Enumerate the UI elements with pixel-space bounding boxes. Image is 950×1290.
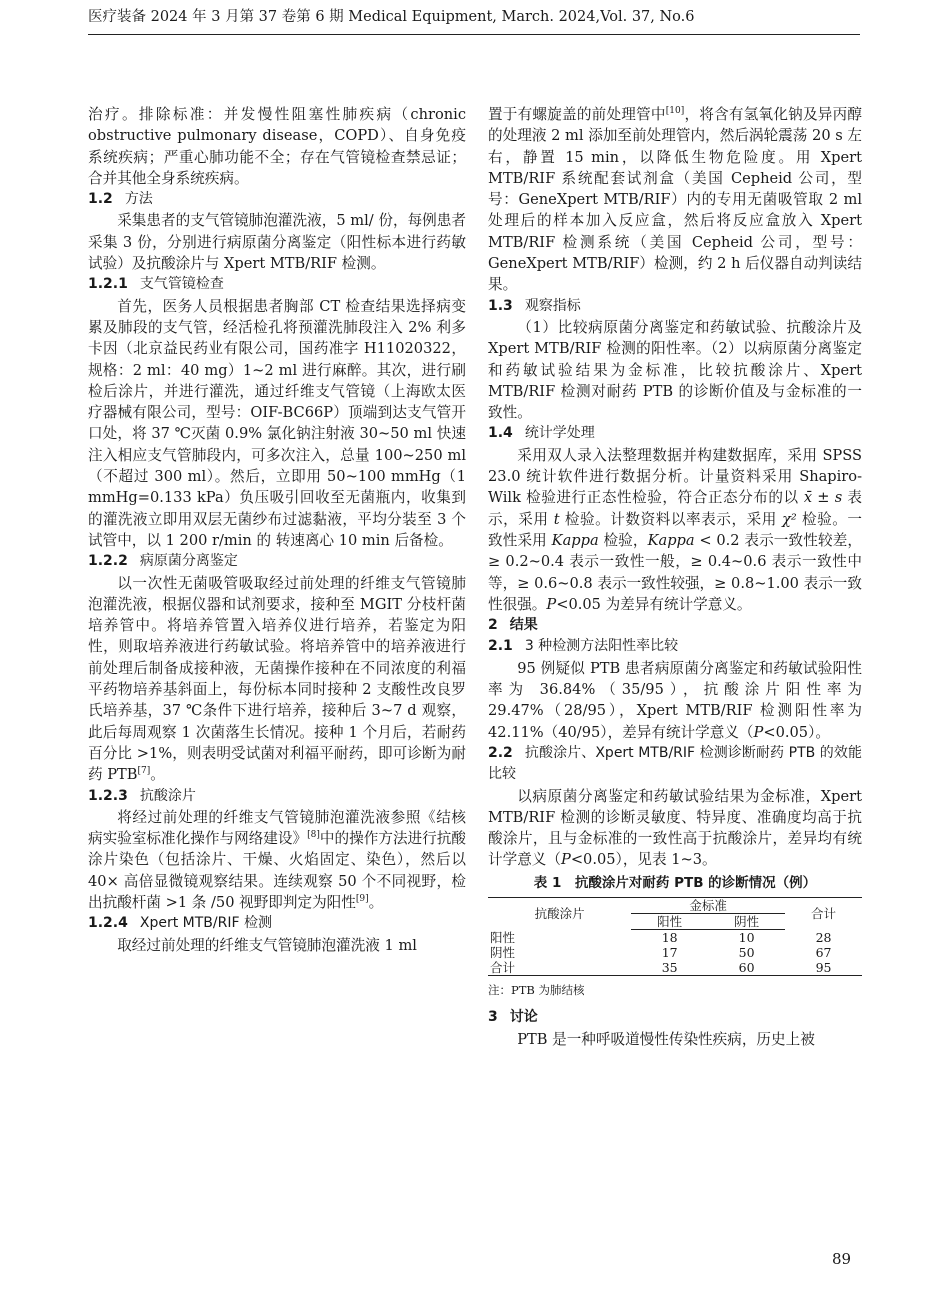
right-column bbox=[488, 104, 862, 1050]
citation: [8] bbox=[307, 830, 320, 841]
table-row: 阳性 18 10 28 bbox=[490, 929, 832, 945]
section-heading-1-2-3: 1.2.3 抗酸涂片 bbox=[88, 787, 196, 804]
section-heading-1-4: 1.4 统计学处理 bbox=[488, 425, 595, 442]
running-head: 医疗装备 2024 年 3 月第 37 卷第 6 期 Medical Equipment, March. 2024,Vol. 37, No.6 bbox=[88, 9, 695, 25]
paragraph-method: 采集患者的支气管镜肺泡灌洗液，5 ml/ 份，每例患者采集 3 份，分别进行病原菌分离鉴定（阳性标本进行药敏试验）及抗酸涂片与 Xpert MTB/RIF 检测。 bbox=[88, 212, 466, 273]
paragraph-exclusion-criteria: 治疗。排除标准：并发慢性阻塞性肺疾病（chronic obstructive pulmonary disease，COPD）、自身免疫系统疾病；严重心肺功能不全；存在气管镜检查禁忌证；合并其他全身系统疾病。 bbox=[88, 106, 466, 187]
section-heading-1-2-2: 1.2.2 病原菌分离鉴定 bbox=[88, 553, 238, 570]
section-heading-1-2: 1.2 方法 bbox=[88, 191, 153, 208]
paragraph-indicators: （1）比较病原菌分离鉴定和药敏试验、抗酸涂片及 Xpert MTB/RIF 检测的阳性率。（2）以病原菌分离鉴定和药敏试验结果为金标准，比较抗酸涂片、Xpert MTB/RIF 检测对耐药 PTB 的诊断价值及与金标准的一致性。 bbox=[488, 318, 862, 422]
section-heading-1-2-4: 1.2.4 Xpert MTB/RIF 检测 bbox=[88, 915, 272, 932]
citation: [7] bbox=[137, 766, 151, 777]
paragraph-smear: 将经过前处理的纤维支气管镜肺泡灌洗液参照《结核病实验室标准化操作与网络建设》[8]中的操作方法进行抗酸涂片染色（包括涂片、干燥、火焰固定、染色），然后以 40× 高倍显微镜观察结果。连续观察 50 个不同视野，检出抗酸杆菌 >1 条 /50 视野即判定为阳性[9]。 bbox=[88, 808, 466, 911]
paragraph-statistics: 采用双人录入法整理数据并构建数据库，采用 SPSS 23.0 统计软件进行数据分析。计量资料采用 Shapiro-Wilk 检验进行正态性检验，符合正态分布的以 x̄ ± s 表示，采用 t 检验。计数资料以率表示，采用 χ² 检验。一致性采用 Kappa 检验，Kappa < 0.2 表示一致性较差，≥ 0.2~0.4 表示一致性一般，≥ 0.4~0.6 表示一致性中等，≥ 0.6~0.8 表示一致性较强，≥ 0.8~1.00 表示一致性很强。P<0.05 为差异有统计学意义。 bbox=[488, 446, 863, 613]
table-col-positive: 阳性 bbox=[631, 913, 708, 929]
paragraph-bronchoscopy: 首先，医务人员根据患者胸部 CT 检查结果选择病变累及肺段的支气管，经活检孔将预灌洗肺段注入 2% 利多卡因（北京益民药业有限公司，国药准字 H11020322，规格：2 ml：40 mg）1~2 ml 进行麻醉。其次，进行刷检后涂片，并进行灌洗，通过纤维支气管镜（上海欧太医疗器械有限公司，型号：OIF-BC66P）顶端到达支气管开口处，将 37 ℃灭菌 0.9% 氯化钠注射液 30~50 ml 快速注入相应支气管肺段内，可多次注入，总量 100~250 ml（不超过 300 ml）。然后，立即用 50~100 mmHg（1 mmHg=0.133 kPa）负压吸引回收至无菌瓶内，收集到的灌洗液立即用双层无菌纱布过滤黏液，平均分装至 3 个试管中，以 1 200 r/min 的 转速离心 10 min 后备检。 bbox=[88, 297, 466, 549]
table-total-header: 合计 bbox=[785, 897, 862, 929]
table-note: 注：PTB 为肺结核 bbox=[488, 982, 585, 997]
section-heading-2-2: 2.2 抗酸涂片、Xpert MTB/RIF 检测诊断耐药 PTB 的效能比较 bbox=[488, 744, 862, 783]
paragraph-xpert-continued: 置于有螺旋盖的前处理管中[10]，将含有氢氧化钠及异丙醇的处理液 2 ml 添加至前处理管内，然后涡轮震荡 20 s 左右，静置 15 min，以降低生物危险度。用 Xpert MTB/RIF 系统配套试剂盒（美国 Cepheid 公司，型号：GeneXpert MTB/RIF）内的专用无菌吸管取 2 ml 处理后的样本加入反应盒，然后将反应盒放入 Xpert MTB/RIF 检测系统（美国 Cepheid 公司，型号：GeneXpert MTB/RIF）检测，约 2 h 后仪器自动判读结果。 bbox=[488, 106, 862, 294]
left-column bbox=[88, 104, 466, 956]
paragraph-discussion: PTB 是一种呼吸道慢性传染性疾病，历史上被 bbox=[517, 1030, 815, 1048]
paragraph-culture: 以一次性无菌吸管吸取经过前处理的纤维支气管镜肺泡灌洗液，根据仪器和试剂要求，接种至 MGIT 分枝杆菌培养管中。将培养管置入培养仪进行培养，若鉴定为阳性，则取培养液进行药敏试验。将培养管中的培养液进行前处理后制备成接种液，无菌操作接种在不同浓度的利福平药物培养基斜面上，每份标本同时接种 2 支酸性改良罗氏培养基，37 ℃条件下进行培养，接种后 3~7 d 观察，此后每周观察 1 次菌落生长情况。接种 1 个月后，若耐药百分比 >1%，则表明受试菌对利福平耐药，即可诊断为耐药 PTB[7]。 bbox=[88, 574, 466, 784]
diagnosis-table bbox=[488, 897, 862, 976]
table-caption: 表 1 抗酸涂片对耐药 PTB 的诊断情况（例） bbox=[533, 874, 817, 891]
section-heading-1-2-1: 1.2.1 支气管镜检查 bbox=[88, 276, 224, 293]
paragraph-results-efficacy: 以病原菌分离鉴定和药敏试验结果为金标准，Xpert MTB/RIF 检测的诊断灵敏度、特异度、准确度均高于抗酸涂片，且与金标准的一致性高于抗酸涂片，差异均有统计学意义（P<0.05），见表 1~3。 bbox=[488, 787, 862, 869]
table-gold-standard-header: 金标准 bbox=[631, 897, 785, 913]
page-number: 89 bbox=[832, 1250, 852, 1268]
table-row: 合计 35 60 95 bbox=[488, 960, 862, 976]
citation: [10] bbox=[665, 106, 685, 117]
section-heading-1-3: 1.3 观察指标 bbox=[488, 297, 581, 314]
citation: [9] bbox=[355, 894, 369, 905]
header-rule bbox=[88, 34, 860, 35]
section-heading-3: 3 讨论 bbox=[488, 1009, 538, 1026]
section-heading-2: 2 结果 bbox=[488, 617, 538, 634]
paragraph-results-positive-rate: 95 例疑似 PTB 患者病原菌分离鉴定和药敏试验阳性率为 36.84%（35/95），抗酸涂片阳性率为 29.47%（28/95），Xpert MTB/RIF 检测阳性率为 42.11%（40/95），差异有统计学意义（P<0.05）。 bbox=[488, 659, 862, 741]
section-heading-2-1: 2.1 3 种检测方法阳性率比较 bbox=[488, 638, 679, 655]
table-row: 阴性 17 50 67 bbox=[490, 944, 832, 960]
table-row-header: 抗酸涂片 bbox=[488, 897, 631, 929]
table-col-negative: 阴性 bbox=[708, 913, 785, 929]
paragraph-xpert-start: 取经过前处理的纤维支气管镜肺泡灌洗液 1 ml bbox=[117, 936, 417, 954]
